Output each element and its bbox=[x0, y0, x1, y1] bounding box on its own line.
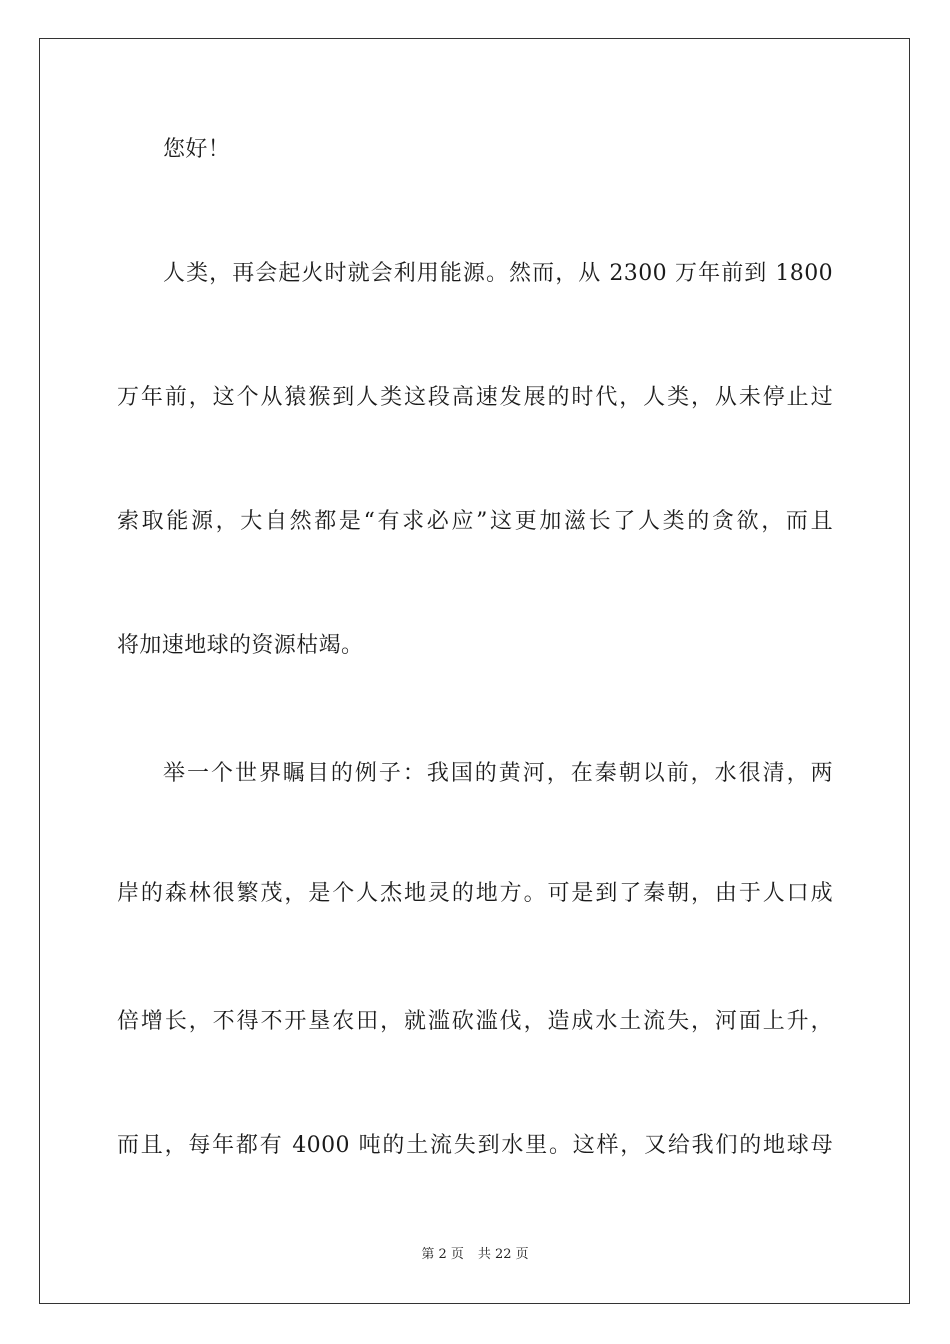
paragraph-line: 岸的森林很繁茂，是个人杰地灵的地方。可是到了秦朝，由于人口成 bbox=[117, 881, 833, 906]
page-number: 第 2 页 bbox=[421, 1247, 464, 1262]
paragraph-line: 将加速地球的资源枯竭。 bbox=[117, 633, 364, 658]
paragraph-line: 举一个世界瞩目的例子：我国的黄河，在秦朝以前，水很清，两 bbox=[163, 761, 833, 786]
page-total: 共 22 页 bbox=[477, 1247, 529, 1262]
page-footer bbox=[0, 1246, 950, 1264]
paragraph-line: 倍增长，不得不开垦农田，就滥砍滥伐，造成水土流失，河面上升， bbox=[117, 1009, 833, 1034]
paragraph-line: 而且，每年都有 4000 吨的土流失到水里。这样，又给我们的地球母 bbox=[117, 1133, 833, 1158]
paragraph-line: 万年前，这个从猿猴到人类这段高速发展的时代，人类，从未停止过 bbox=[117, 385, 833, 410]
page-border bbox=[39, 38, 910, 1304]
greeting-line: 您好！ bbox=[163, 137, 231, 162]
paragraph-line: 索取能源，大自然都是“有求必应”这更加滋长了人类的贪欲，而且 bbox=[117, 509, 833, 534]
paragraph-line: 人类，再会起火时就会利用能源。然而，从 2300 万年前到 1800 bbox=[163, 261, 833, 286]
